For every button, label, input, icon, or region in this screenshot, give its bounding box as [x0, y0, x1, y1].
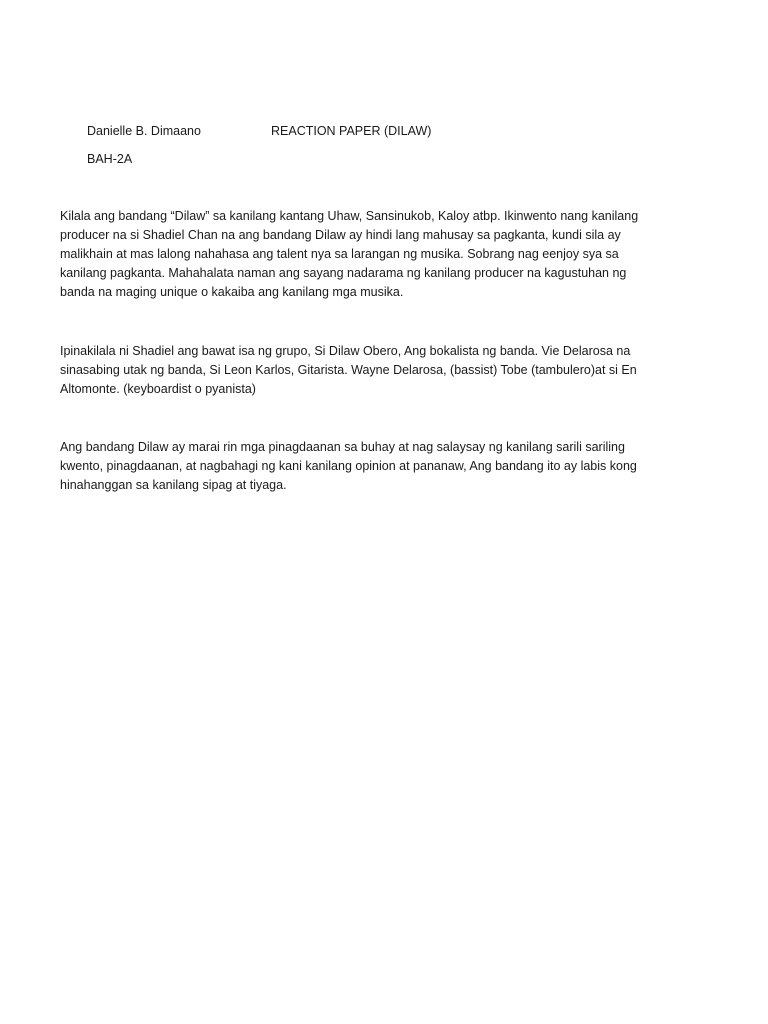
- author-name: Danielle B. Dimaano: [87, 124, 201, 138]
- document-title: REACTION PAPER (DILAW): [271, 124, 432, 138]
- paragraph-intro: Kilala ang bandang “Dilaw” sa kanilang kantang Uhaw, Sansinukob, Kaloy atbp. Ikinwento nang kanilang producer na si Shadiel Chan na ang bandang Dilaw ay hindi lang mahusay sa pagkanta, kundi sila ay malikhain at mas lalong nahahasa ang talent nya sa larangan ng musika. Sobrang nag eenjoy sya sa kanilang pagkanta. Mahahalata naman ang sayang nadarama ng kanilang producer na kagustuhan ng banda na maging unique o kakaiba ang kanilang mga musika.: [60, 209, 639, 299]
- section-code: BAH-2A: [87, 152, 133, 166]
- paragraph-reflection: Ang bandang Dilaw ay marai rin mga pinagdaanan sa buhay at nag salaysay ng kanilang sarili sariling kwento, pinagdaanan, at nagbahagi ng kani kanilang opinion at pananaw, Ang bandang ito ay labis kong hinahanggan sa kanilang sipag at tiyaga.: [60, 440, 637, 492]
- paragraph-members: Ipinakilala ni Shadiel ang bawat isa ng grupo, Si Dilaw Obero, Ang bokalista ng banda. Vie Delarosa na sinasabing utak ng banda, Si Leon Karlos, Gitarista. Wayne Delarosa, (bassist) Tobe (tambulero)at si En Altomonte. (keyboardist o pyanista): [60, 344, 637, 396]
